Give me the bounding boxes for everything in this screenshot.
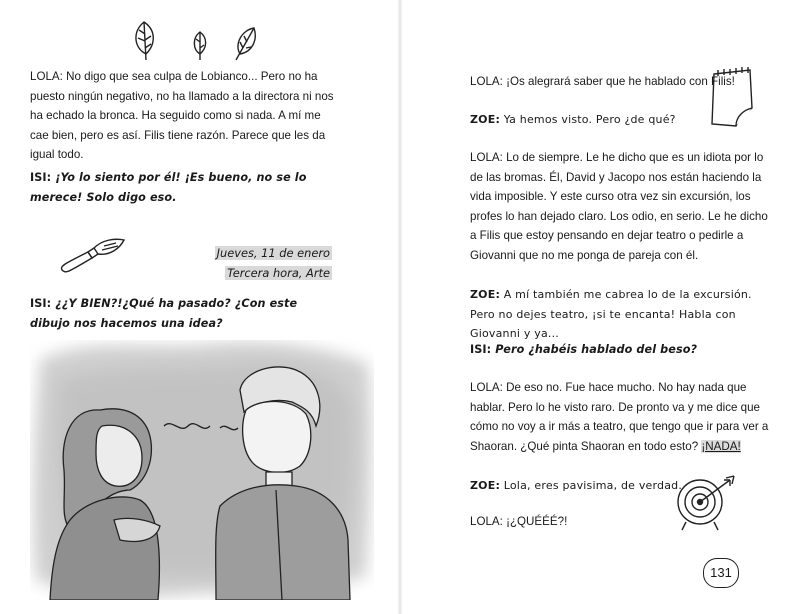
speaker-label: LOLA: (470, 151, 503, 164)
date-line: Jueves, 11 de enero (216, 246, 330, 260)
lola-message-5 (470, 512, 670, 532)
message-text: Lo de siempre. Le he dicho que es un idiota por lo de las bromas. Él, David y Jacopo nos están haciendo la vida imposible. Y este curso otra vez sin excursión, los profes lo han dejado claro. Los odio, en serio. Le he dicho a Filis que estoy pensando en dejar teatro o pedirle a Giovanni que no me ponga de pareja con él. (470, 151, 768, 262)
message-text: Pero ¿habéis hablado del beso? (491, 343, 698, 356)
illustration-drawing (30, 340, 374, 600)
speaker-label: ZOE: (470, 479, 501, 492)
message-text: ¡¿QUÉÉÉ?! (502, 515, 568, 528)
isi-message-2 (30, 294, 334, 333)
message-text: ¡Os alegrará saber que he hablado con Filis! (502, 75, 735, 88)
speaker-label: ISI: (470, 343, 492, 356)
speaker-label: ISI: (30, 171, 52, 184)
zoe-message-2 (470, 285, 770, 344)
leaves-decoration-icon (130, 14, 270, 66)
speaker-label: LOLA: (470, 515, 503, 528)
speaker-label: ISI: (30, 297, 52, 310)
message-text: Ya hemos visto. Pero ¿de qué? (500, 113, 676, 126)
target-icon (672, 470, 738, 532)
zoe-message-3 (470, 476, 700, 496)
speaker-label: LOLA: (470, 75, 503, 88)
class-hour-line: Tercera hora, Arte (227, 266, 330, 280)
right-page (400, 0, 800, 614)
paintbrush-icon (58, 234, 130, 276)
lola-message-3 (470, 148, 770, 266)
isi-message-3 (470, 340, 770, 360)
page-number: 131 (703, 558, 739, 588)
message-text: No digo que sea culpa de Lobianco... Pero no ha puesto ningún negativo, no ha llamado a la directora ni nos ha echado la bronca. Ha seguido como si nada. A mí me cae bien, pero es así. Filis tiene razón. Parece que les da igual todo. (30, 70, 334, 162)
lola-message-2 (470, 72, 770, 92)
message-text: ¡Yo lo siento por él! ¡Es bueno, no se lo merece! Solo digo eso. (30, 171, 307, 204)
speaker-label: ZOE: (470, 288, 501, 301)
isi-message-1 (30, 168, 334, 207)
highlighted-text: ¡NADA! (701, 439, 741, 453)
speaker-label: LOLA: (30, 70, 63, 83)
speaker-label: ZOE: (470, 113, 501, 126)
message-text: A mí también me cabrea lo de la excursión. Pero no dejes teatro, ¡si te encanta! Habla con Giovanni y ya... (470, 288, 752, 341)
lola-message-4 (470, 378, 770, 456)
entry-date (215, 243, 332, 283)
girl-figure (50, 409, 160, 600)
zoe-message-1 (470, 110, 770, 130)
message-text: ¿¿Y BIEN?!¿Qué ha pasado? ¿Con este dibujo nos hacemos una idea? (30, 297, 298, 330)
message-text: De eso no. Fue hace mucho. No hay nada que hablar. Pero lo he visto raro. De pronto va y me dice que cómo no voy a ir más a teatro, que tengo que ir para ver a Shaoran. ¿Qué pinta Shaoran en todo esto? (470, 381, 769, 453)
lola-message-1 (30, 67, 334, 165)
message-text: Lola, eres pavisima, de verdad. (500, 479, 683, 492)
speaker-label: LOLA: (470, 381, 503, 394)
